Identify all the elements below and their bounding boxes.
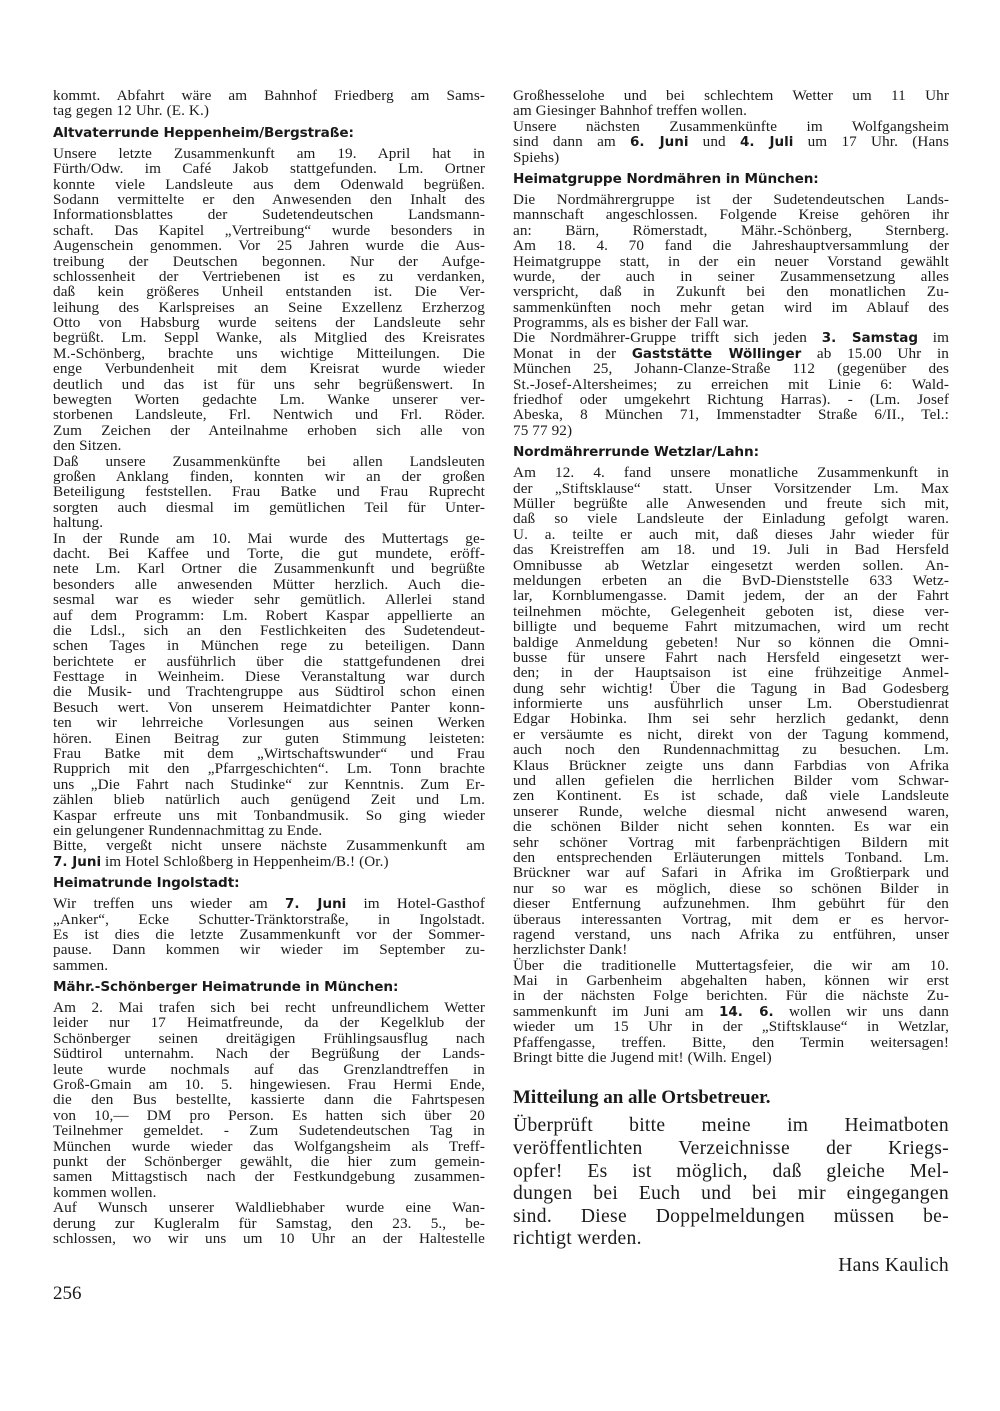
text-line: 7. Juni im Hotel Schloßberg in Heppenheim/B.! (Or.) (53, 852, 389, 870)
text-line: großen Anklang finden, konnten wir an der großen (53, 467, 485, 485)
text-line: pause. Dann kommen wir wieder im September zu- (53, 941, 485, 959)
section-body-nordmaehren (513, 192, 949, 331)
text-line: Am 2. Mai trafen sich bei recht unfreundlichem Wetter (53, 999, 485, 1017)
text-line: die Ldsl., sich an den Festlichkeiten des Sudetendeut- (53, 621, 485, 639)
text-line: herzlichster Dank! (513, 941, 628, 959)
section-heading: Mähr.-Schönberger Heimatrunde in München: (53, 979, 399, 996)
text-line: überaus interessanten Vortrag, mit dem er es hervor- (513, 910, 949, 928)
text-line: punkt der Schönberger gewählt, die hier zum gemein- (53, 1153, 485, 1170)
text-line: enge Verbundenheit mit dem Kreisrat wurde wieder (53, 360, 485, 378)
text-line: Heimatgruppe statt, in der ein neuer Vorstand gewählt (513, 252, 949, 270)
text-line: lar, Kornblumengasse. Damit jedem, der an der Fahrt (513, 587, 949, 605)
text-line: M.-Schönberg, brachte uns wichtige Mitteilungen. Die (53, 344, 485, 362)
text-line: dung sehr wichtig! Über die Tagung in Bad Godesberg (513, 679, 949, 697)
text-line: Edgar Hobinka. Ihm sei sehr herzlich gedankt, denn (513, 710, 949, 728)
text-line: Wir treffen uns wieder am 7. Juni im Hotel-Gasthof (53, 895, 486, 913)
text-line: er versäumte es nicht, direkt von der Tagung kommend, (513, 725, 949, 743)
text-line: „Anker“, Ecke Schutter-Tränktorstraße, in Ingolstadt. (53, 910, 485, 928)
text-line: kommen wollen. (53, 1183, 157, 1201)
text-line: Es ist dies die letzte Zusammenkunft vor der Sommer- (53, 925, 485, 943)
text-line: U. a. teilte er auch mit, daß dieses Jahr wieder für (513, 525, 949, 543)
text-line: schen Tages in München rege zu beteiligen. Dann (53, 637, 485, 655)
page-number: 256 (53, 1283, 82, 1304)
text-line: Groß-Gmain am 10. 5. hingewiesen. Frau Hermi Ende, (53, 1076, 485, 1094)
section-body-wetzlar (513, 465, 949, 1004)
text-line: das Kreistreffen am 18. und 19. Juli in Bad Hersfeld (513, 541, 949, 559)
text-line: Pfaffengasse, treffen. Bitte, den Termin weitersagen! (513, 1033, 949, 1051)
text-line: Zum Zeichen der Anteilnahme erhoben sich alle von (53, 421, 485, 439)
section-body-nordmaehren-address (513, 361, 949, 438)
text-line: schlossen, wo wir uns um 10 Uhr an der Haltestelle (53, 1229, 485, 1247)
text-line: dieser Entfernung aufzunehmen. Ihm gebührt für den (513, 895, 949, 913)
text-line: wieder um 15 Uhr in der „Stiftsklause“ in Wetzlar, (513, 1018, 949, 1036)
text-line: Brückner war auf Safari in Afrika im Großtierpark und (513, 864, 949, 882)
text-line: die den Bus bestellte, kassierte dann die Fahrtspesen (53, 1091, 485, 1109)
text-line: an: Bärn, Römerstadt, Mähr.-Schönberg, Sternberg. (513, 221, 949, 239)
text-line: Die Nordmährer-Gruppe trifft sich jeden 3. Samstag im (513, 329, 949, 347)
text-line: den; in der Hauptsaison ist eine frühzeitige Anmel- (513, 664, 949, 682)
text-line: deutlich und das ist für uns sehr begrüßenswert. In (53, 375, 485, 393)
text-line: leute wurde nochmals auf das Grenzlandtreffen in (53, 1060, 485, 1078)
text-line: der „Stiftsklause“ statt. Unser Vorsitzender Lm. Max (513, 479, 949, 497)
text-line: Kaspar erfreute uns mit Tonbandmusik. So ging wieder (53, 806, 485, 824)
text-line: teilnehmen möchte, Gelegenheit geboten ist, diese ver- (513, 602, 949, 620)
text-line: dacht. Bei Kaffee und Torte, die gut mundete, eröff- (53, 544, 485, 562)
text-line: Am 12. 4. fand unsere monatliche Zusammenkunft in (513, 464, 949, 482)
section-body-schoenberg (53, 1000, 485, 1246)
text-line: derung zur Kugleralm für Samstag, den 23. 5., be- (53, 1214, 485, 1232)
text-line: unserer Runde, welche diesmal nicht anwesend waren, (513, 802, 949, 820)
bold-date: 7. Juni (53, 853, 102, 870)
text-line: opfer! Es ist möglich, daß gleiche Mel- (513, 1160, 949, 1182)
text-line: veröffentlichten Verzeichnisse der Kriegs- (513, 1138, 949, 1160)
text-line: zen Kontinent. Es ist schade, daß viele Landsleute (513, 787, 949, 805)
text-line: Omnibusse ab Wetzlar eingesetzt werden sollen. An- (513, 556, 949, 574)
text-line: Überprüft bitte meine im Heimatboten (513, 1115, 949, 1137)
text-line: Besuch wert. Von unserem Heimatdichter Panter konn- (53, 698, 485, 716)
right-column (513, 88, 949, 1277)
text-line: konnte viele Landsleute aus dem Odenwald begrüßen. (53, 175, 485, 193)
text-line: Am 18. 4. 70 fand die Jahreshauptversammlung der (513, 237, 949, 255)
text-line: am Giesinger Bahnhof treffen wollen. (513, 102, 748, 120)
section-body-ingolstadt (53, 912, 485, 974)
text-line: sammen. (53, 956, 109, 974)
text-line: Klaus Brückner zeigte uns dann Farbdias von Afrika (513, 756, 949, 774)
section-heading: Heimatrunde Ingolstadt: (53, 875, 240, 892)
text-line: hören. Einen Beitrag zur guten Stimmung leisteten: (53, 729, 485, 747)
text-line: daß kein größeres Unheil entstanden ist. Die Ver- (53, 283, 485, 301)
text-line: zählen blieb natürlich auch genügend Zeit und Lm. (53, 791, 485, 809)
text-line: ragend verstand, uns nach Afrika zu entführen, unser (513, 925, 949, 943)
text-line: Mai in Garbenheim abgehalten haben, können wir erst (513, 972, 949, 990)
text-line: billigte und bequeme Fahrt mitzumachen, wird um recht (513, 618, 949, 636)
section-heading: Altvaterrunde Heppenheim/Bergstraße: (53, 124, 354, 141)
text-line: auch noch den Rundennachmittag zu besuchen. Lm. (513, 741, 949, 759)
text-line: Über die traditionelle Muttertagsfeier, die wir am 10. (513, 956, 949, 974)
text-line: Rupprich mit den „Pfarrgeschichten“. Lm. Tonn brachte (53, 760, 485, 778)
text-line: Beteiligung feststellen. Frau Batke und Frau Ruprecht (53, 483, 485, 501)
text-line: begrüßt. Lm. Seppl Wanke, als Mitglied des Kreisrates (53, 329, 485, 347)
text-line: treibung der Deutschen begonnen. Nur der Aufge- (53, 252, 485, 270)
text-line: St.-Josef-Altersheimes; zu erreichen mit Linie 6: Wald- (513, 375, 949, 393)
text-line: storbenen Landsleute, Frl. Nentwich und Frl. Röder. (53, 406, 485, 424)
text-line: wurde, der auch in seiner Zusammensetzung alles (513, 267, 949, 285)
text-line: die schönen Bilder nicht sehen konnten. Es war ein (513, 818, 949, 836)
text-line: 75 77 92) (513, 421, 573, 439)
text-line: dungen bei Euch und bei mir eingegangen (513, 1183, 949, 1205)
section-heading: Heimatgruppe Nordmähren in München: (513, 170, 819, 187)
text-line: nur so war es möglich, diese so schönen Bilder in (513, 879, 949, 897)
text-line: Großhesselohe und bei schlechtem Wetter um 11 Uhr (513, 87, 949, 104)
text-line: Müller begrüßte alle Anwesenden und freute sich mit, (513, 494, 949, 512)
text-line: München wurde wieder das Wolfgangsheim als Treff- (53, 1137, 485, 1155)
text-line: Spiehs) (513, 148, 560, 166)
text-line: sammenkünften noch mehr getan wird im Ablauf des (513, 298, 949, 316)
text-line: Abeska, 8 München 71, Immenstadter Straße 6/II., Tel.: (513, 406, 949, 424)
section-body-heppenheim (53, 146, 485, 854)
text-line: haltung. (53, 514, 104, 532)
text-line: besonders alle anwesenden Mütter herzlich. Auch die- (53, 575, 485, 593)
text-line: Schönberger seinen dreitägigen Frühlingsausflug nach (53, 1029, 485, 1047)
text-line: Fürth/Odw. im Café Jakob stattgefunden. Lm. Ortner (53, 160, 485, 178)
text-line: in der nächsten Folge berichten. Für die nächste Zu- (513, 987, 949, 1005)
text-line: München 25, Johann-Clanze-Straße 112 (gegenüber des (513, 360, 949, 378)
text-line: samen Mittagstisch nach der Festkundgebung zusammen- (53, 1168, 485, 1186)
text-line: friedhof oder umgekehrt Richtung Harras). - (Lm. Josef (513, 391, 949, 409)
text-line: tag gegen 12 Uhr. (E. K.) (53, 102, 210, 120)
signature: Hans Kaulich (838, 1255, 949, 1276)
text-line: baldige Anmeldung gebeten! Nur so können die Omni- (513, 633, 949, 651)
text-line: sammenkunft im Juni am 14. 6. wollen wir uns dann (513, 1002, 949, 1020)
text-line: informierte uns ausführlich unser Lm. Oberstudienrat (513, 695, 949, 713)
text-line: busse für unsere Fahrt nach Hersfeld eingesetzt wer- (513, 648, 949, 666)
section-body-wetzlar-end (513, 1019, 949, 1065)
text-line: auf dem Programm: Lm. Robert Kaspar appellierte an (53, 606, 485, 624)
text-line: und allen gefielen die herrlichen Bilder vom Schwar- (513, 772, 949, 790)
text-line: sorgten auch diesmal im gemütlichen Teil für Unter- (53, 498, 485, 516)
text-line: von 10,— DM pro Person. Es hatten sich über 20 (53, 1106, 485, 1124)
text-line: In der Runde am 10. Mai wurde des Muttertags ge- (53, 529, 485, 547)
text-line: nete Lm. Karl Ortner die Zusammenkunft und begrüßte (53, 560, 485, 578)
text-line: Unsere nächsten Zusammenkünfte im Wolfgangsheim (513, 117, 949, 135)
text-line: leider nur 17 Heimatfreunde, da der Kegelklub der (53, 1014, 485, 1032)
text-line: berichtete er ausführlich über die stattgefundenen drei (53, 652, 485, 670)
text-line: Festtage in Weinheim. Diese Veranstaltung war durch (53, 668, 485, 686)
text-line: Sodann vermittelte er den Anwesenden den Inhalt des (53, 190, 485, 208)
notice-title: Mitteilung an alle Ortsbetreuer. (513, 1087, 771, 1109)
left-column (53, 88, 485, 1246)
text-line: Frau Batke mit dem „Wirtschaftswunder“ und Frau (53, 745, 485, 763)
intro-paragraph (53, 88, 485, 119)
text-line: uns „Die Fahrt nach Studinke“ zur Kenntnis. Zum Er- (53, 775, 485, 793)
bold-date: 7. Juni (284, 896, 347, 913)
text-line: richtigt werden. (513, 1228, 642, 1250)
text-line: Auf Wunsch unserer Waldliebhaber wurde eine Wan- (53, 1199, 485, 1217)
text-line: sind. Diese Doppelmeldungen müssen be- (513, 1205, 949, 1227)
text-line: Programms, als es bisher der Fall war. (513, 314, 749, 332)
text-line: Daß unsere Zusammenkünfte bei allen Landsleuten (53, 452, 485, 470)
text-line: Bringt bitte die Jugend mit! (Wilh. Engel) (513, 1049, 772, 1067)
text-line: Die Nordmährergruppe ist der Sudetendeutschen Lands- (513, 190, 949, 208)
text-line: daß so viele Landsleute der Einladung gefolgt waren. (513, 510, 949, 528)
text-line: kommt. Abfahrt wäre am Bahnhof Friedberg am Sams- (53, 87, 485, 104)
text-line: die Musik- und Trachtengruppe aus Südtirol schon einen (53, 683, 485, 701)
text-line: den Sitzen. (53, 437, 122, 455)
text-line: schaft. Das Kapitel „Vertreibung“ wurde besonders in (53, 221, 485, 239)
text-line: meldungen erbeten an die BvD-Dienststelle 633 Wetz- (513, 571, 949, 589)
text-line: Monat in der Gaststätte Wöllinger ab 15.00 Uhr in (513, 344, 949, 362)
continued-paragraph (513, 88, 949, 134)
text-line: verspricht, daß in Zukunft bei den monatlichen Zu- (513, 283, 949, 301)
text-line: Unsere letzte Zusammenkunft am 19. April hat in (53, 144, 485, 162)
text-line: Otto von Habsburg wurde seitens der Landsleute sehr (53, 314, 485, 332)
text-line: Augenschein genommen. Vor 25 Jahren wurde die Aus- (53, 237, 485, 255)
text-line: ein gelungener Rundennachmittag zu Ende. (53, 821, 323, 839)
text-line: Informationsblattes der Sudetendeutschen Landsmann- (53, 206, 485, 224)
text-line: sesmal war es wieder sehr gemütlich. Allerlei stand (53, 591, 485, 609)
text-line: Bitte, vergeßt nicht unsere nächste Zusammenkunft am (53, 837, 485, 855)
text-line: schlossenheit der Vertriebenen ist es zu verdanken, (53, 267, 485, 285)
text-line: leihung des Karlspreises an Seine Exzellenz Erzherzog (53, 298, 485, 316)
text-line: sind dann am 6. Juni und 4. Juli um 17 Uhr. (Hans (513, 133, 949, 151)
text-line: mannschaft angeschlossen. Folgende Kreise gehören ihr (513, 206, 949, 224)
section-heading: Nordmährerrunde Wetzlar/Lahn: (513, 444, 759, 461)
text-line: sehr schöner Vortrag mit farbenprächtigen Bildern mit (513, 833, 949, 851)
notice-body (513, 1115, 949, 1251)
text-line: Südtirol unternahm. Nach der Begrüßung der Lands- (53, 1045, 485, 1063)
text-line: bewegten Worten gedachte Lm. Wanke unserer ver- (53, 391, 485, 409)
text-line: den entsprechenden Erläuterungen mittels Tonband. Lm. (513, 848, 949, 866)
text-line: Teilnehmer gemeldet. - Zum Sudetendeutschen Tag in (53, 1122, 485, 1140)
text-line: ten wir lehrreiche Vorlesungen aus seinen Werken (53, 714, 485, 732)
